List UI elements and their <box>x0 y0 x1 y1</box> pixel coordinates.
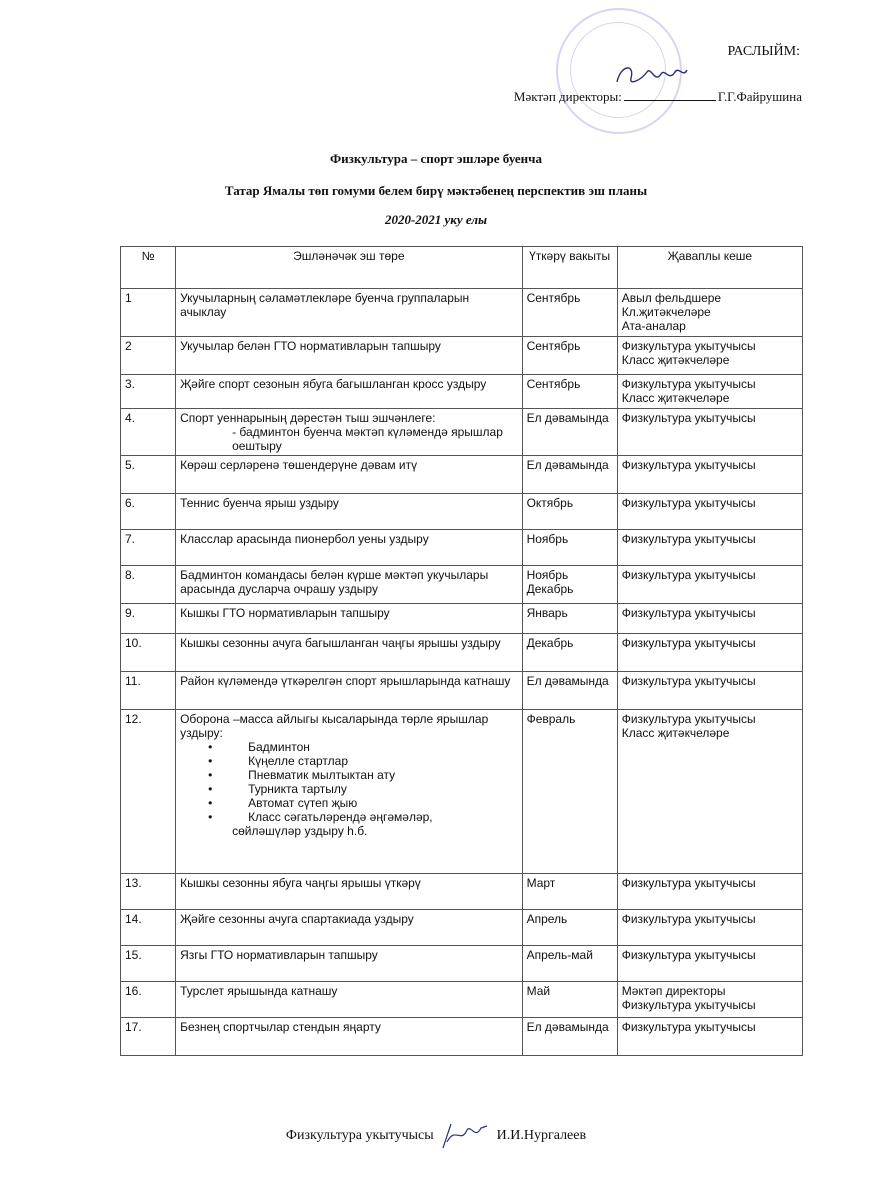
footer-label: Физкультура укытучысы <box>285 1128 434 1144</box>
row-time: Февраль <box>522 710 617 874</box>
table-row <box>121 874 803 910</box>
teacher-signature <box>437 1122 493 1150</box>
row-task <box>176 946 523 982</box>
table-row <box>121 456 803 494</box>
row-time: Сентябрь <box>522 375 617 409</box>
row-number: 4. <box>121 409 176 456</box>
row-number: 12. <box>121 710 176 874</box>
table-row <box>121 494 803 530</box>
table-row <box>121 337 803 375</box>
col-number: № <box>121 247 176 289</box>
row-responsible <box>617 456 802 494</box>
col-task: Эшләнәчәк эш төре <box>176 247 523 289</box>
table-row <box>121 946 803 982</box>
task-bullet-item: • Бадминтон <box>208 740 518 754</box>
responsible-person: Физкультура укытучысы <box>621 998 756 1012</box>
row-time: Апрель <box>522 910 617 946</box>
col-responsible: Җаваплы кеше <box>617 247 802 289</box>
row-time: Ноябрь <box>522 530 617 566</box>
task-text: Җәйге сезонны ачуга спартакиада уздыру <box>180 912 414 926</box>
row-time: Сентябрь <box>522 337 617 375</box>
row-task <box>176 672 523 710</box>
approval-title: РАСЛЫЙМ: <box>727 44 800 59</box>
task-text: Кышкы сезонны ябуга чаңгы ярышы үткәрү <box>180 876 421 890</box>
row-time: Апрель-май <box>522 946 617 982</box>
row-responsible <box>617 409 802 456</box>
table-row <box>121 289 803 337</box>
row-time: Ел дәвамында <box>522 456 617 494</box>
row-task <box>176 982 523 1018</box>
task-bullet-item: • Күңелле стартлар <box>208 754 518 768</box>
responsible-person: Физкультура укытучысы <box>621 496 756 510</box>
row-task <box>176 456 523 494</box>
footer-name: И.И.Нургалеев <box>496 1128 587 1144</box>
row-number: 10. <box>121 634 176 672</box>
task-text: Укучылар белән ГТО нормативларын тапшыру <box>180 339 441 353</box>
task-text: Укучыларның сәламәтлекләре буенча группаларын ачыклау <box>180 291 470 319</box>
table-row <box>121 566 803 604</box>
row-time: Октябрь <box>522 494 617 530</box>
task-text: Теннис буенча ярыш уздыру <box>180 496 339 510</box>
row-number: 8. <box>121 566 176 604</box>
row-task <box>176 1018 523 1056</box>
task-text: Көрәш серләренә төшендерүне дәвам итү <box>180 458 418 472</box>
responsible-person: Кл.җитәкчеләре <box>621 305 711 319</box>
row-responsible <box>617 375 802 409</box>
row-responsible <box>617 494 802 530</box>
row-responsible <box>617 337 802 375</box>
responsible-person: Физкультура укытучысы <box>621 411 756 425</box>
row-task <box>176 337 523 375</box>
table-header-row <box>121 247 803 289</box>
table-row <box>121 634 803 672</box>
row-number: 3. <box>121 375 176 409</box>
row-number: 13. <box>121 874 176 910</box>
row-responsible <box>617 634 802 672</box>
responsible-person: Класс җитәкчеләре <box>621 353 730 367</box>
row-task <box>176 910 523 946</box>
row-time: Май <box>522 982 617 1018</box>
row-task <box>176 634 523 672</box>
row-task <box>176 604 523 634</box>
table-row <box>121 1018 803 1056</box>
table-row <box>121 604 803 634</box>
responsible-person: Класс җитәкчеләре <box>621 726 730 740</box>
row-number: 17. <box>121 1018 176 1056</box>
responsible-person: Физкультура укытучысы <box>621 1020 756 1034</box>
row-responsible <box>617 530 802 566</box>
row-responsible <box>617 566 802 604</box>
row-time: Ел дәвамында <box>522 672 617 710</box>
row-responsible <box>617 1018 802 1056</box>
responsible-person: Ата-аналар <box>621 319 686 333</box>
title-school-year: 2020-2021 уку елы <box>384 212 488 227</box>
row-responsible <box>617 910 802 946</box>
row-responsible <box>617 672 802 710</box>
col-time: Үткәрү вакыты <box>522 247 617 289</box>
table-body <box>121 289 803 1056</box>
director-signature <box>611 58 691 92</box>
task-bullet-item: • Турникта тартылу <box>208 782 518 796</box>
task-text: Класслар арасында пионербол уены уздыру <box>180 532 429 546</box>
title-line-2: Татар Ямалы төп гомуми белем бирү мәктәбенең перспектив эш планы <box>224 183 648 198</box>
row-number: 14. <box>121 910 176 946</box>
row-time: Декабрь <box>522 634 617 672</box>
row-responsible <box>617 982 802 1018</box>
row-number: 1 <box>121 289 176 337</box>
responsible-person: Физкультура укытучысы <box>621 912 756 926</box>
task-text: Бадминтон командасы белән күрше мәктәп укучылары арасында дусларча очрашу уздыру <box>180 568 489 596</box>
task-text: Спорт уеннарының дәрестән тыш эшчәнлеге: <box>180 411 436 425</box>
responsible-person: Физкультура укытучысы <box>621 948 756 962</box>
task-bullet-list <box>180 740 518 824</box>
plan-table <box>120 246 803 1056</box>
row-task <box>176 375 523 409</box>
responsible-person: Физкультура укытучысы <box>621 377 756 391</box>
row-task <box>176 530 523 566</box>
responsible-person: Физкультура укытучысы <box>621 606 756 620</box>
row-number: 2 <box>121 337 176 375</box>
responsible-person: Физкультура укытучысы <box>621 568 756 582</box>
task-text: Оборона –масса айлыгы кысаларында төрле ярышлар уздыру: <box>180 712 489 740</box>
row-task <box>176 409 523 456</box>
row-task <box>176 289 523 337</box>
row-time: Сентябрь <box>522 289 617 337</box>
responsible-person: Класс җитәкчеләре <box>621 391 730 405</box>
responsible-person: Физкультура укытучысы <box>621 712 756 726</box>
task-text: Язгы ГТО нормативларын тапшыру <box>180 948 378 962</box>
row-time: Март <box>522 874 617 910</box>
row-responsible <box>617 710 802 874</box>
footer-signature <box>0 1122 872 1150</box>
row-task <box>176 874 523 910</box>
task-text: Җәйге спорт сезонын ябуга багышланган кросс уздыру <box>180 377 487 391</box>
row-number: 6. <box>121 494 176 530</box>
responsible-person: Авыл фельдшере <box>621 291 722 305</box>
responsible-person: Физкультура укытучысы <box>621 458 756 472</box>
table-row <box>121 710 803 874</box>
row-number: 15. <box>121 946 176 982</box>
task-tail: сөйләшүләр уздыру һ.б. <box>232 824 368 838</box>
task-text: Кышкы ГТО нормативларын тапшыру <box>180 606 390 620</box>
responsible-person: Физкультура укытучысы <box>621 674 756 688</box>
table-row <box>121 375 803 409</box>
task-text: Район күләмендә үткәрелгән спорт ярышларында катнашу <box>180 674 511 688</box>
row-number: 5. <box>121 456 176 494</box>
table-row <box>121 910 803 946</box>
row-number: 9. <box>121 604 176 634</box>
task-bullet-item: • Автомат сүтеп җыю <box>208 796 518 810</box>
task-subtext: - бадминтон буенча мәктәп күләмендә ярышлар оештыру <box>232 425 503 453</box>
row-responsible <box>617 946 802 982</box>
row-responsible <box>617 289 802 337</box>
title-line-1: Физкультура – спорт эшләре буенча <box>329 151 543 166</box>
director-name: Г.Г.Файрушина <box>717 89 802 104</box>
row-time: Ел дәвамында <box>522 1018 617 1056</box>
row-number: 16. <box>121 982 176 1018</box>
responsible-person: Физкультура укытучысы <box>621 876 756 890</box>
director-label: Мәктәп директоры: <box>513 89 622 104</box>
task-bullet-item: • Класс сәгатьләрендә әңгәмәләр, <box>208 810 518 824</box>
task-text: Безнең спортчылар стендын яңарту <box>180 1020 381 1034</box>
row-task <box>176 566 523 604</box>
table-row <box>121 530 803 566</box>
responsible-person: Мәктәп директоры <box>621 984 726 998</box>
table-row <box>121 982 803 1018</box>
row-time: Ел дәвамында <box>522 409 617 456</box>
row-responsible <box>617 604 802 634</box>
row-task <box>176 710 523 874</box>
row-time: Ноябрь Декабрь <box>522 566 617 604</box>
responsible-person: Физкультура укытучысы <box>621 636 756 650</box>
row-number: 11. <box>121 672 176 710</box>
row-time: Январь <box>522 604 617 634</box>
row-task <box>176 494 523 530</box>
responsible-person: Физкультура укытучысы <box>621 339 756 353</box>
table-row <box>121 409 803 456</box>
table-row <box>121 672 803 710</box>
task-text: Турслет ярышында катнашу <box>180 984 338 998</box>
row-responsible <box>617 874 802 910</box>
row-number: 7. <box>121 530 176 566</box>
task-bullet-item: • Пневматик мылтыктан ату <box>208 768 518 782</box>
responsible-person: Физкультура укытучысы <box>621 532 756 546</box>
task-text: Кышкы сезонны ачуга багышланган чаңгы ярышы уздыру <box>180 636 501 650</box>
